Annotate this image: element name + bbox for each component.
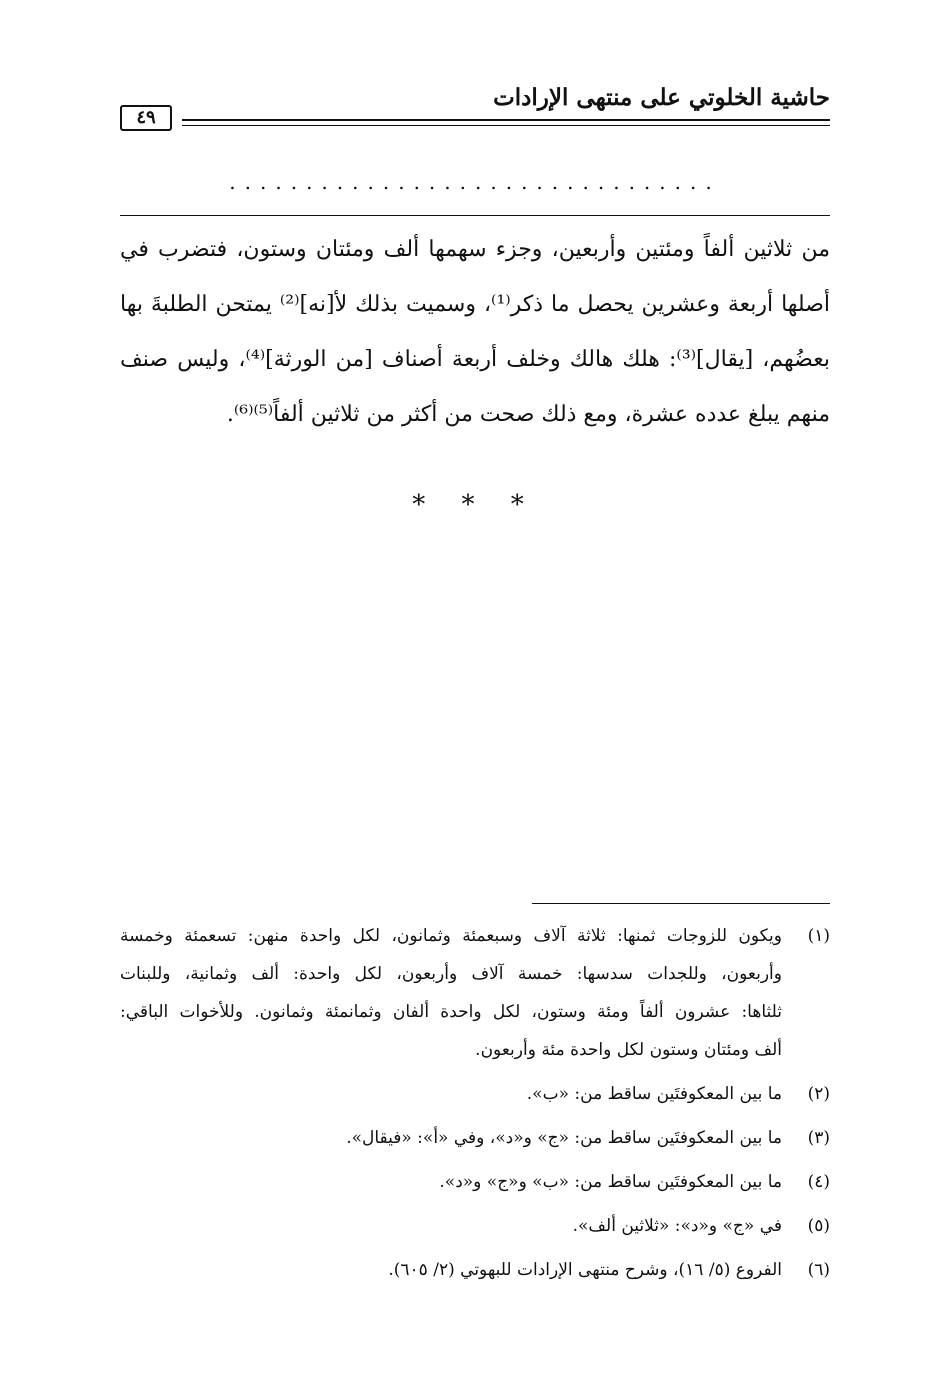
footnote-line: ويكون للزوجات ثمنها: ثلاثة آلاف وسبعمئة وثمانون، لكل واحدة منهن: تسعمئة وخمسة (120, 926, 783, 946)
footnote-line: في «ج» و«د»: «ثلاثين ألف». (572, 1216, 782, 1236)
footnote (120, 1119, 830, 1157)
footnotes (120, 917, 830, 1295)
page-number: ٤٩ (120, 105, 172, 131)
footnote (120, 1075, 830, 1113)
footnote-line: ألف ومئتان وستون لكل واحدة مئة وأربعون. (475, 1040, 782, 1060)
section-separator: * * * (412, 490, 538, 520)
footnote-line: ما بين المعكوفتَين ساقط من: «ب». (526, 1084, 782, 1104)
footnote-number: (٦) (807, 1260, 830, 1280)
footnote-rule (532, 903, 830, 904)
footnote-line: وأربعون، وللجدات سدسها: خمسة آلاف وأربعون، لكل واحدة: ألف وثمانية، وللبنات (120, 964, 782, 984)
header-rule-thick (182, 119, 830, 121)
main-text (120, 222, 830, 442)
footnote-number: (٤) (807, 1172, 830, 1192)
top-rule (120, 215, 830, 216)
footnote-number: (٢) (807, 1084, 830, 1104)
footnote (120, 1207, 830, 1245)
running-header (120, 84, 830, 134)
footnote-line: ثلثاها: عشرون ألفاً ومئة وستون، لكل واحدة ألفان وثمانمئة وثمانون. وللأخوات الباقي: (120, 1002, 782, 1022)
main-line: بعضُهم، [يقال]⁽³⁾: هلك هالك وخلف أربعة أصناف [من الورثة]⁽⁴⁾، وليس صنف (120, 347, 830, 372)
footnote-number: (٥) (807, 1216, 830, 1236)
ellipsis-dots: ................................ (229, 170, 721, 194)
header-rule-thin (182, 125, 830, 126)
footnote (120, 917, 830, 1069)
footnote-number: (٣) (807, 1128, 830, 1148)
main-line: من ثلاثين ألفاً ومئتين وأربعين، وجزء سهمها ألف ومئتان وستون، فتضرب في (120, 237, 830, 262)
footnote-line: ما بين المعكوفتَين ساقط من: «ب» و«ج» و«د». (439, 1172, 782, 1192)
footnote-line: الفروع (٥/ ١٦)، وشرح منتهى الإرادات للبهوتي (٢/ ٦٠٥). (388, 1260, 782, 1280)
footnote-line: ما بين المعكوفتَين ساقط من: «ج» و«د»، وفي «أ»: «فيقال». (346, 1128, 782, 1148)
main-line: أصلها أربعة وعشرين يحصل ما ذكر⁽¹⁾، وسميت بذلك لأ[نه]⁽²⁾ يمتحن الطلبةَ بها (120, 292, 831, 317)
footnote-number: (١) (807, 926, 830, 946)
main-line: منهم يبلغ عدده عشرة، ومع ذلك صحت من أكثر من ثلاثين ألفاً⁽⁵⁾⁽⁶⁾. (226, 402, 830, 427)
footnote (120, 1163, 830, 1201)
book-title: حاشية الخلوتي على منتهى الإرادات (493, 84, 830, 111)
footnote (120, 1251, 830, 1289)
